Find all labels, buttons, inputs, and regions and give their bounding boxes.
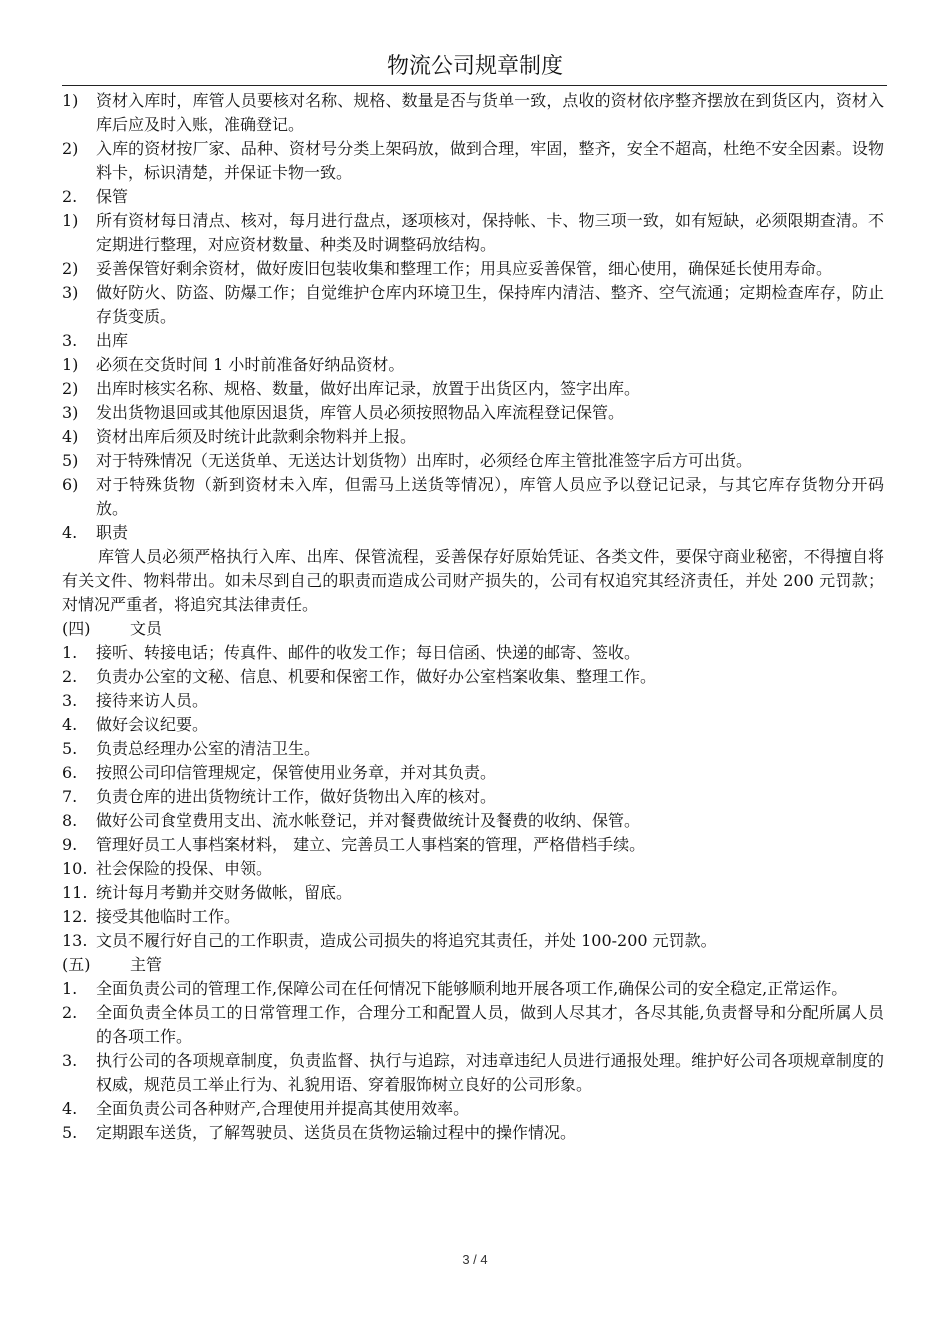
item-text: 全面负责公司的管理工作,保障公司在任何情况下能够顺利地开展各项工作,确保公司的安全稳定,正常运作。 xyxy=(96,979,848,998)
item-number: 1. xyxy=(62,643,78,662)
item-text: 入库的资材按厂家、品种、资材号分类上架码放，做到合理，牢固，整齐，安全不超高，杜绝不安全因素。设物料卡，标识清楚，并保证卡物一致。 xyxy=(96,139,884,182)
item-text: 必须在交货时间 1 小时前准备好纳品资材。 xyxy=(96,355,405,374)
item-number: 1) xyxy=(62,91,79,110)
chapter-heading xyxy=(62,617,884,641)
item-text: 主管 xyxy=(130,955,163,974)
item-text: 资材入库时，库管人员要核对名称、规格、数量是否与货单一致，点收的资材依序整齐摆放在到货区内，资材入库后应及时入账，准确登记。 xyxy=(96,91,884,134)
document-body xyxy=(62,89,884,1145)
item-text: 接听、转接电话；传真件、邮件的收发工作；每日信函、快递的邮寄、签收。 xyxy=(96,643,641,662)
item-text: 接受其他临时工作。 xyxy=(96,907,241,926)
item-text: 对于特殊货物（新到资材未入库，但需马上送货等情况），库管人员应予以登记记录，与其它库存货物分开码放。 xyxy=(96,475,884,518)
item-text: 执行公司的各项规章制度，负责监督、执行与追踪，对违章违纪人员进行通报处理。维护好公司各项规章制度的权威，规范员工举止行为、礼貌用语、穿着服饰树立良好的公司形象。 xyxy=(96,1051,884,1094)
list-item xyxy=(62,89,884,137)
item-number: 6. xyxy=(62,763,78,782)
item-text: 接待来访人员。 xyxy=(96,691,209,710)
item-number: 11. xyxy=(62,883,88,902)
page-number: 3 / 4 xyxy=(462,1252,488,1267)
list-item xyxy=(62,881,884,905)
item-text: 全面负责公司各种财产,合理使用并提高其使用效率。 xyxy=(96,1099,470,1118)
item-number: 3. xyxy=(62,691,78,710)
item-number: 4. xyxy=(62,523,78,542)
list-item xyxy=(62,425,884,449)
item-text: 按照公司印信管理规定，保管使用业务章，并对其负责。 xyxy=(96,763,497,782)
item-text: 负责办公室的文秘、信息、机要和保密工作，做好办公室档案收集、整理工作。 xyxy=(96,667,657,686)
item-number: 6) xyxy=(62,475,79,494)
section-heading xyxy=(62,521,884,545)
list-item xyxy=(62,833,884,857)
item-text: 出库 xyxy=(96,331,129,350)
item-text: 妥善保管好剩余资材，做好废旧包装收集和整理工作；用具应妥善保管，细心使用，确保延长使用寿命。 xyxy=(96,259,833,278)
section-heading xyxy=(62,329,884,353)
list-item xyxy=(62,281,884,329)
list-item xyxy=(62,977,884,1001)
list-item xyxy=(62,857,884,881)
item-number: 12. xyxy=(62,907,88,926)
item-number: 1) xyxy=(62,211,79,230)
list-item xyxy=(62,809,884,833)
list-item xyxy=(62,641,884,665)
item-number: (五) xyxy=(62,955,91,974)
list-item xyxy=(62,905,884,929)
page-title: 物流公司规章制度 xyxy=(386,54,563,79)
item-text: 负责总经理办公室的清洁卫生。 xyxy=(96,739,321,758)
item-number: 2) xyxy=(62,379,79,398)
list-item xyxy=(62,449,884,473)
item-text: 社会保险的投保、申领。 xyxy=(96,859,273,878)
item-text: 对于特殊情况（无送货单、无送达计划货物）出库时，必须经仓库主管批准签字后方可出货。 xyxy=(96,451,753,470)
item-number: 3) xyxy=(62,283,79,302)
list-item xyxy=(62,353,884,377)
list-item xyxy=(62,665,884,689)
item-text: 统计每月考勤并交财务做帐，留底。 xyxy=(96,883,353,902)
item-text: 文员不履行好自己的工作职责，造成公司损失的将追究其责任，并处 100-200 元罚款。 xyxy=(96,931,717,950)
list-item xyxy=(62,1097,884,1121)
item-number: 5) xyxy=(62,451,79,470)
list-item xyxy=(62,209,884,257)
item-text: 所有资材每日清点、核对，每月进行盘点，逐项核对，保持帐、卡、物三项一致，如有短缺，必须限期查清。不定期进行整理，对应资材数量、种类及时调整码放结构。 xyxy=(96,211,884,254)
item-number: 3. xyxy=(62,1051,78,1070)
item-number: 13. xyxy=(62,931,88,950)
list-item xyxy=(62,1049,884,1097)
list-item xyxy=(62,713,884,737)
item-text: 文员 xyxy=(130,619,163,638)
item-number: 4) xyxy=(62,427,79,446)
list-item xyxy=(62,785,884,809)
item-text: 职责 xyxy=(96,523,129,542)
item-number: 1. xyxy=(62,979,78,998)
item-text: 定期跟车送货，了解驾驶员、送货员在货物运输过程中的操作情况。 xyxy=(96,1123,577,1142)
item-number: 8. xyxy=(62,811,78,830)
item-text: 全面负责全体员工的日常管理工作，合理分工和配置人员，做到人尽其才，各尽其能,负责督导和分配所属人员的各项工作。 xyxy=(96,1003,884,1046)
item-text: 发出货物退回或其他原因退货，库管人员必须按照物品入库流程登记保管。 xyxy=(96,403,625,422)
section-heading xyxy=(62,185,884,209)
list-item xyxy=(62,1121,884,1145)
item-number: 2. xyxy=(62,187,78,206)
item-text: 管理好员工人事档案材料， 建立、完善员工人事档案的管理，严格借档手续。 xyxy=(96,835,646,854)
item-text: 资材出库后须及时统计此款剩余物料并上报。 xyxy=(96,427,417,446)
item-text: 做好会议纪要。 xyxy=(96,715,209,734)
item-text: 保管 xyxy=(96,187,129,206)
list-item xyxy=(62,137,884,185)
item-text: 库管人员必须严格执行入库、出库、保管流程，妥善保存好原始凭证、各类文件，要保守商业秘密，不得擅自将有关文件、物料带出。如未尽到自己的职责而造成公司财产损失的，公司有权追究其经济责任，并处 200 元罚款；对情况严重者，将追究其法律责任。 xyxy=(62,547,884,614)
list-item xyxy=(62,929,884,953)
item-text: 出库时核实名称、规格、数量，做好出库记录，放置于出货区内，签字出库。 xyxy=(96,379,641,398)
list-item xyxy=(62,377,884,401)
item-number: 5. xyxy=(62,1123,78,1142)
item-number: 3. xyxy=(62,331,78,350)
paragraph xyxy=(62,545,884,617)
item-number: (四) xyxy=(62,619,91,638)
item-number: 2) xyxy=(62,259,79,278)
list-item xyxy=(62,401,884,425)
list-item xyxy=(62,1001,884,1049)
item-number: 7. xyxy=(62,787,78,806)
item-text: 做好防火、防盗、防爆工作；自觉维护仓库内环境卫生，保持库内清洁、整齐、空气流通；定期检查库存，防止存货变质。 xyxy=(96,283,884,326)
list-item xyxy=(62,737,884,761)
chapter-heading xyxy=(62,953,884,977)
item-number: 5. xyxy=(62,739,78,758)
list-item xyxy=(62,257,884,281)
item-number: 1) xyxy=(62,355,79,374)
list-item xyxy=(62,473,884,521)
item-number: 4. xyxy=(62,715,78,734)
item-number: 4. xyxy=(62,1099,78,1118)
item-number: 3) xyxy=(62,403,79,422)
item-number: 2. xyxy=(62,667,78,686)
list-item xyxy=(62,761,884,785)
item-number: 10. xyxy=(62,859,88,878)
item-number: 9. xyxy=(62,835,78,854)
header-divider xyxy=(62,85,887,86)
item-number: 2) xyxy=(62,139,79,158)
item-text: 做好公司食堂费用支出、流水帐登记，并对餐费做统计及餐费的收纳、保管。 xyxy=(96,811,641,830)
list-item xyxy=(62,689,884,713)
item-text: 负责仓库的进出货物统计工作，做好货物出入库的核对。 xyxy=(96,787,497,806)
item-number: 2. xyxy=(62,1003,78,1022)
